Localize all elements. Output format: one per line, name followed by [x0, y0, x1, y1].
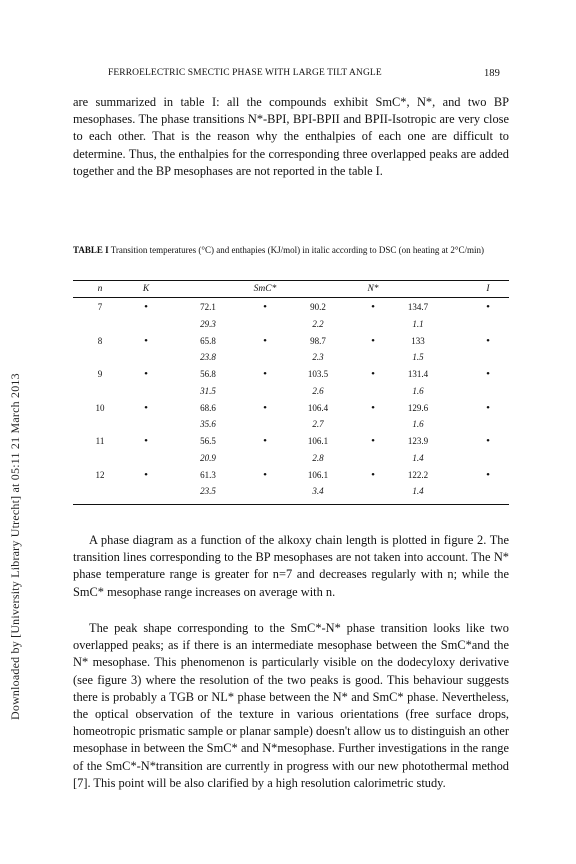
table-cell-nn: • [371, 368, 375, 380]
table-cell-n: 8 [97, 335, 103, 346]
paragraph-peak-shape-text: The peak shape corresponding to the SmC*-N* phase transition looks like two overlapped peaks; as if there is an intermediate mesophase between the SmC*and the N* mesophase. This phenomenon is particularly visible on the dodecyloxy derivative (see figure 3) where the resolution of the two peaks is good. This behaviour suggests there is probably a TGB or NL* phase between the N* and SmC* phase. Nevertheless, the optical observation of the texture in various orientations (free surface drops, homeotropic prismatic sample or planar sample) doesn't allow us to distinguish an other mesophase in between the SmC* and N*mesophase. Further investigations in the range of the SmC*-N*transition are currently in progress with our new photothermal method [7]. This point will be also clarified by a high resolution calorimetric study. [73, 621, 509, 790]
table-cell-t2: 90.2 [310, 302, 326, 312]
table-cell-e3: 1.4 [412, 486, 424, 496]
table-cell-t1: 68.6 [200, 402, 216, 413]
table-cell-t2: 106.4 [307, 402, 329, 413]
paragraph-intro-text: are summarized in table I: all the compounds exhibit SmC*, N*, and two BP mesophases. The phase transitions N*-BPI, BPI-BPII and BPII-Isotropic are very close to each other. That is the reason why the enthalpies of each one are difficult to determine. Thus, the enthalpies for the corresponding three overlapped peaks are added together and the BP mesophases are not reported in the table I. [73, 95, 509, 178]
paragraph-peak-shape [73, 620, 509, 792]
paragraph-phase-diagram [73, 532, 509, 601]
table-cell-t1: 72.1 [200, 302, 216, 312]
table-cell-nn: • [371, 468, 375, 481]
table-cell-nn: • [371, 401, 375, 414]
table-cell-t2: 103.5 [307, 369, 329, 379]
table-cell-t2: 106.1 [307, 436, 329, 446]
table-caption [73, 245, 509, 257]
running-head-title: FERROELECTRIC SMECTIC PHASE WITH LARGE TILT ANGLE [108, 68, 382, 78]
table-cell-e1: 23.8 [200, 352, 216, 362]
table-cell-e2: 3.4 [312, 486, 324, 496]
table-cell-t2: 106.1 [307, 469, 329, 480]
table-cell-n: 10 [95, 402, 105, 413]
table-cell-nn: • [371, 334, 375, 347]
table-cell-t1: 56.5 [200, 436, 216, 446]
table-cell-t1: 61.3 [200, 469, 216, 480]
table-cell-n: 9 [97, 369, 103, 379]
table-cell-nn: • [371, 301, 375, 313]
paragraph-phase-diagram-text: A phase diagram as a function of the alkoxy chain length is plotted in figure 2. The transition lines corresponding to the BP mesophases are not taken into account. The N* phase temperature range is greater for n=7 and decreases regularly with n; while the SmC* mesophase range increases on average with n. [73, 533, 509, 599]
table-cell-e1: 35.6 [200, 419, 216, 429]
table-cell-e3: 1.1 [412, 318, 424, 329]
table-cell-t3: 129.6 [407, 402, 429, 413]
header-smc: SmC* [253, 284, 277, 294]
table-cell-e1: 29.3 [200, 318, 216, 329]
download-note-text: Downloaded by [University Library Utrecht] at 05:11 21 March 2013 [8, 373, 22, 720]
table-cell-e3: 1.6 [412, 385, 424, 396]
table-cell-k: • [144, 334, 148, 347]
table-bottom-rule [73, 504, 509, 505]
header-n: n [97, 284, 103, 294]
table-cell-s: • [263, 401, 267, 414]
header-k: K [142, 284, 150, 294]
table-cell-e2: 2.3 [312, 352, 324, 362]
table-cell-e3: 1.5 [412, 352, 424, 362]
table-cell-s: • [263, 368, 267, 380]
table-cell-i: • [486, 334, 490, 347]
table-cell-t2: 98.7 [310, 335, 326, 346]
paragraph-intro [73, 94, 509, 180]
table-cell-t1: 65.8 [200, 335, 216, 346]
table-cell-i: • [486, 401, 490, 414]
table-cell-s: • [263, 334, 267, 347]
table-header-rule [73, 297, 509, 298]
table-cell-s: • [263, 301, 267, 313]
table-cell-e1: 23.5 [200, 486, 216, 496]
table-cell-s: • [263, 468, 267, 481]
table-cell-k: • [144, 301, 148, 313]
table-cell-e1: 31.5 [200, 385, 216, 396]
table-cell-n: 11 [95, 436, 105, 446]
table-top-rule [73, 280, 509, 281]
table-cell-k: • [144, 468, 148, 481]
table-cell-n: 12 [95, 469, 105, 480]
table-cell-i: • [486, 435, 490, 447]
table-cell-k: • [144, 401, 148, 414]
header-n-star: N* [367, 284, 379, 294]
table-cell-t3: 133 [411, 335, 425, 346]
table-cell-e2: 2.7 [312, 419, 324, 429]
table-cell-t3: 123.9 [407, 436, 429, 446]
table-cell-e2: 2.2 [312, 318, 324, 329]
table-cell-k: • [144, 435, 148, 447]
table-cell-e3: 1.4 [412, 452, 424, 463]
table-cell-t3: 122.2 [407, 469, 429, 480]
table-cell-e3: 1.6 [412, 419, 424, 429]
table-cell-t1: 56.8 [200, 369, 216, 379]
table-cell-s: • [263, 435, 267, 447]
header-i: I [486, 284, 490, 294]
download-watermark [2, 160, 22, 720]
table-cell-t3: 134.7 [407, 302, 429, 312]
table-cell-k: • [144, 368, 148, 380]
table-cell-n: 7 [97, 302, 103, 312]
table-cell-i: • [486, 368, 490, 380]
table-cell-e2: 2.8 [312, 452, 324, 463]
table-cell-i: • [486, 468, 490, 481]
table-caption-label: TABLE I [73, 245, 109, 255]
table-caption-text: Transition temperatures (°C) and enthapies (KJ/mol) in italic according to DSC (on heating at 2°C/min) [108, 245, 484, 255]
table-cell-t3: 131.4 [407, 369, 429, 379]
table-cell-e1: 20.9 [200, 452, 216, 463]
table-cell-nn: • [371, 435, 375, 447]
page-number: 189 [483, 68, 500, 79]
table-cell-e2: 2.6 [312, 385, 324, 396]
table-cell-i: • [486, 301, 490, 313]
